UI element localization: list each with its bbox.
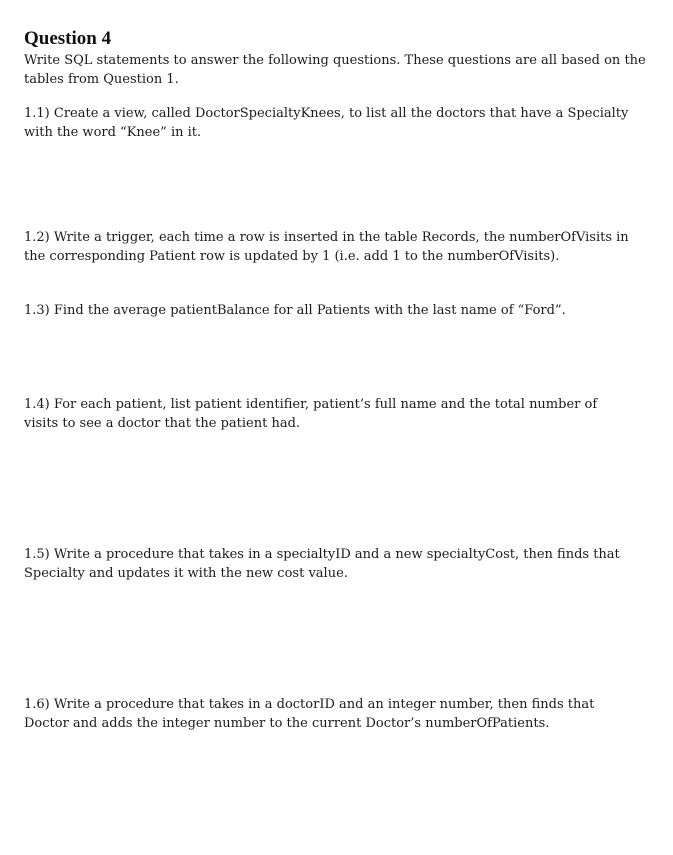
question-1-6 — [24, 695, 654, 733]
question-line: 1.3) Find the average patientBalance for all Patients with the last name of “Ford”. — [24, 303, 566, 318]
question-line: 1.2) Write a trigger, each time a row is inserted in the table Records, the numberOfVisits in — [24, 230, 629, 245]
question-line: 1.1) Create a view, called DoctorSpecialtyKnees, to list all the doctors that have a Specialty — [24, 106, 629, 121]
question-line: 1.6) Write a procedure that takes in a doctorID and an integer number, then finds that — [24, 697, 595, 712]
question-line: Specialty and updates it with the new cost value. — [24, 566, 348, 581]
instructions-paragraph — [24, 51, 654, 89]
question-1-5 — [24, 545, 654, 583]
question-1-4 — [24, 395, 654, 433]
question-line: Doctor and adds the integer number to the current Doctor’s numberOfPatients. — [24, 716, 550, 731]
instructions-line: Write SQL statements to answer the following questions. These questions are all based on the — [24, 53, 646, 68]
question-line: 1.4) For each patient, list patient identifier, patient’s full name and the total number of — [24, 397, 598, 412]
question-heading: Question 4 — [24, 28, 112, 49]
question-line: with the word “Knee” in it. — [24, 125, 202, 140]
question-1-1 — [24, 104, 654, 142]
question-1-3 — [24, 301, 654, 320]
question-line: 1.5) Write a procedure that takes in a specialtyID and a new specialtyCost, then finds that — [24, 547, 620, 562]
question-1-2 — [24, 228, 654, 266]
question-line: visits to see a doctor that the patient had. — [24, 416, 301, 431]
instructions-line: tables from Question 1. — [24, 72, 179, 87]
question-line: the corresponding Patient row is updated by 1 (i.e. add 1 to the numberOfVisits). — [24, 249, 560, 264]
